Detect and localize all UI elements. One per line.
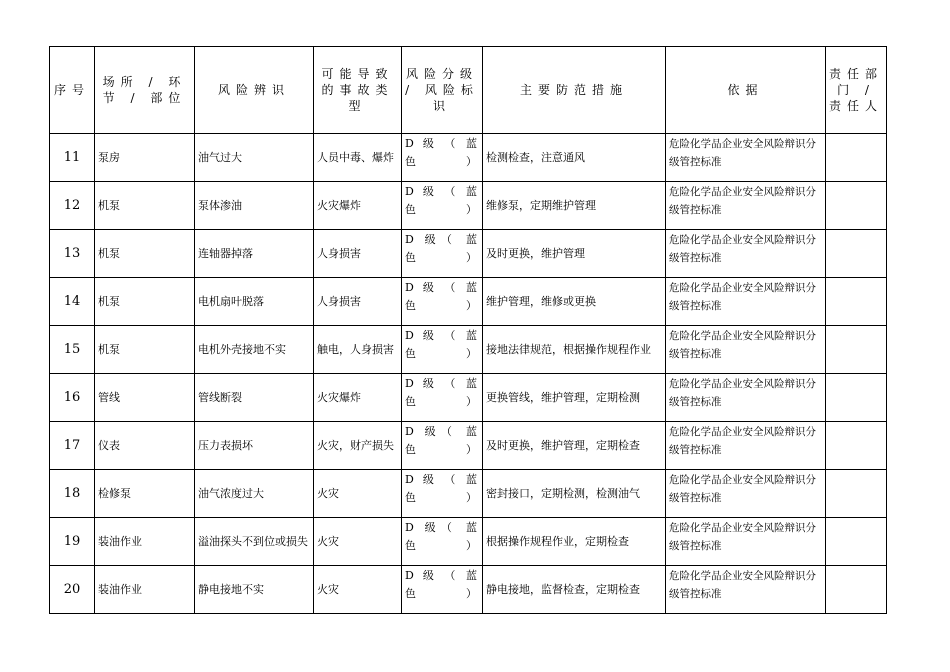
row-number: 14: [50, 278, 95, 326]
header-no: 序号: [50, 47, 95, 134]
basis-cell: 危险化学品企业安全风险辩识分级管控标准: [666, 326, 826, 374]
table-row: [50, 374, 887, 422]
place-cell: 检修泵: [95, 470, 195, 518]
basis-cell: 危险化学品企业安全风险辩识分级管控标准: [666, 518, 826, 566]
header-measure: 主要防范措施: [483, 47, 666, 134]
responsible-cell: [826, 518, 887, 566]
risk-cell: 溢油探头不到位或损失: [195, 518, 314, 566]
table-row: [50, 518, 887, 566]
accident-type-cell: 人员中毒、爆炸: [314, 134, 402, 182]
accident-type-cell: 火灾: [314, 470, 402, 518]
place-cell: 机泵: [95, 326, 195, 374]
responsible-cell: [826, 566, 887, 614]
responsible-cell: [826, 326, 887, 374]
risk-cell: 管线断裂: [195, 374, 314, 422]
measure-cell: 维修泵，定期维护管理: [483, 182, 666, 230]
place-cell: 泵房: [95, 134, 195, 182]
risk-grade-cell: D 级 （ 蓝色）: [402, 182, 483, 230]
responsible-cell: [826, 230, 887, 278]
measure-cell: 维护管理，维修或更换: [483, 278, 666, 326]
accident-type-cell: 火灾爆炸: [314, 374, 402, 422]
risk-cell: 压力表损坏: [195, 422, 314, 470]
header-basis: 依据: [666, 47, 826, 134]
place-cell: 机泵: [95, 230, 195, 278]
basis-cell: 危险化学品企业安全风险辩识分级管控标准: [666, 470, 826, 518]
place-cell: 仪表: [95, 422, 195, 470]
place-cell: 装油作业: [95, 518, 195, 566]
basis-cell: 危险化学品企业安全风险辩识分级管控标准: [666, 278, 826, 326]
measure-cell: 静电接地，监督检查，定期检查: [483, 566, 666, 614]
risk-grade-cell: D 级 （ 蓝色）: [402, 278, 483, 326]
row-number: 19: [50, 518, 95, 566]
risk-grade-cell: D 级 （ 蓝色）: [402, 566, 483, 614]
row-number: 12: [50, 182, 95, 230]
place-cell: 机泵: [95, 182, 195, 230]
basis-cell: 危险化学品企业安全风险辩识分级管控标准: [666, 374, 826, 422]
basis-cell: 危险化学品企业安全风险辩识分级管控标准: [666, 422, 826, 470]
responsible-cell: [826, 134, 887, 182]
header-place: 场所 / 环节 / 部位: [95, 47, 195, 134]
risk-cell: 连轴器掉落: [195, 230, 314, 278]
measure-cell: 及时更换，维护管理: [483, 230, 666, 278]
header-grade: 风险分级 / 风险标识: [402, 47, 483, 134]
table-row: [50, 326, 887, 374]
table-row: [50, 422, 887, 470]
table-body: [50, 134, 887, 614]
accident-type-cell: 火灾，财产损失: [314, 422, 402, 470]
row-number: 17: [50, 422, 95, 470]
basis-cell: 危险化学品企业安全风险辩识分级管控标准: [666, 566, 826, 614]
accident-type-cell: 火灾爆炸: [314, 182, 402, 230]
row-number: 13: [50, 230, 95, 278]
responsible-cell: [826, 374, 887, 422]
risk-grade-cell: D 级 （ 蓝色）: [402, 134, 483, 182]
basis-cell: 危险化学品企业安全风险辩识分级管控标准: [666, 134, 826, 182]
responsible-cell: [826, 470, 887, 518]
risk-cell: 电机外壳接地不实: [195, 326, 314, 374]
place-cell: 装油作业: [95, 566, 195, 614]
risk-cell: 电机扇叶脱落: [195, 278, 314, 326]
measure-cell: 及时更换，维护管理，定期检查: [483, 422, 666, 470]
risk-table: [49, 46, 887, 614]
basis-cell: 危险化学品企业安全风险辩识分级管控标准: [666, 230, 826, 278]
risk-cell: 静电接地不实: [195, 566, 314, 614]
responsible-cell: [826, 278, 887, 326]
header-risk: 风险辨识: [195, 47, 314, 134]
accident-type-cell: 火灾: [314, 566, 402, 614]
header-resp: 责任部门 / 责任人: [826, 47, 887, 134]
measure-cell: 接地法律规范，根据操作规程作业: [483, 326, 666, 374]
risk-grade-cell: D 级 （ 蓝色）: [402, 326, 483, 374]
table-row: [50, 470, 887, 518]
row-number: 15: [50, 326, 95, 374]
risk-grade-cell: D 级 （ 蓝色）: [402, 374, 483, 422]
responsible-cell: [826, 182, 887, 230]
accident-type-cell: 人身损害: [314, 278, 402, 326]
row-number: 11: [50, 134, 95, 182]
accident-type-cell: 触电，人身损害: [314, 326, 402, 374]
basis-cell: 危险化学品企业安全风险辩识分级管控标准: [666, 182, 826, 230]
accident-type-cell: 人身损害: [314, 230, 402, 278]
table-row: [50, 134, 887, 182]
risk-grade-cell: D 级（ 蓝色）: [402, 230, 483, 278]
risk-cell: 油气浓度过大: [195, 470, 314, 518]
row-number: 16: [50, 374, 95, 422]
risk-cell: 油气过大: [195, 134, 314, 182]
table-row: [50, 182, 887, 230]
risk-grade-cell: D 级（ 蓝色）: [402, 518, 483, 566]
accident-type-cell: 火灾: [314, 518, 402, 566]
row-number: 20: [50, 566, 95, 614]
table-row: [50, 566, 887, 614]
row-number: 18: [50, 470, 95, 518]
table-row: [50, 278, 887, 326]
measure-cell: 密封接口，定期检测，检测油气: [483, 470, 666, 518]
table-row: [50, 230, 887, 278]
measure-cell: 检测检查，注意通风: [483, 134, 666, 182]
measure-cell: 根据操作规程作业，定期检查: [483, 518, 666, 566]
place-cell: 机泵: [95, 278, 195, 326]
header-accident: 可能导致的事故类型: [314, 47, 402, 134]
responsible-cell: [826, 422, 887, 470]
measure-cell: 更换管线，维护管理，定期检测: [483, 374, 666, 422]
place-cell: 管线: [95, 374, 195, 422]
header-row: [50, 47, 887, 134]
risk-cell: 泵体渗油: [195, 182, 314, 230]
risk-grade-cell: D 级 （ 蓝色）: [402, 470, 483, 518]
risk-grade-cell: D 级（ 蓝色）: [402, 422, 483, 470]
